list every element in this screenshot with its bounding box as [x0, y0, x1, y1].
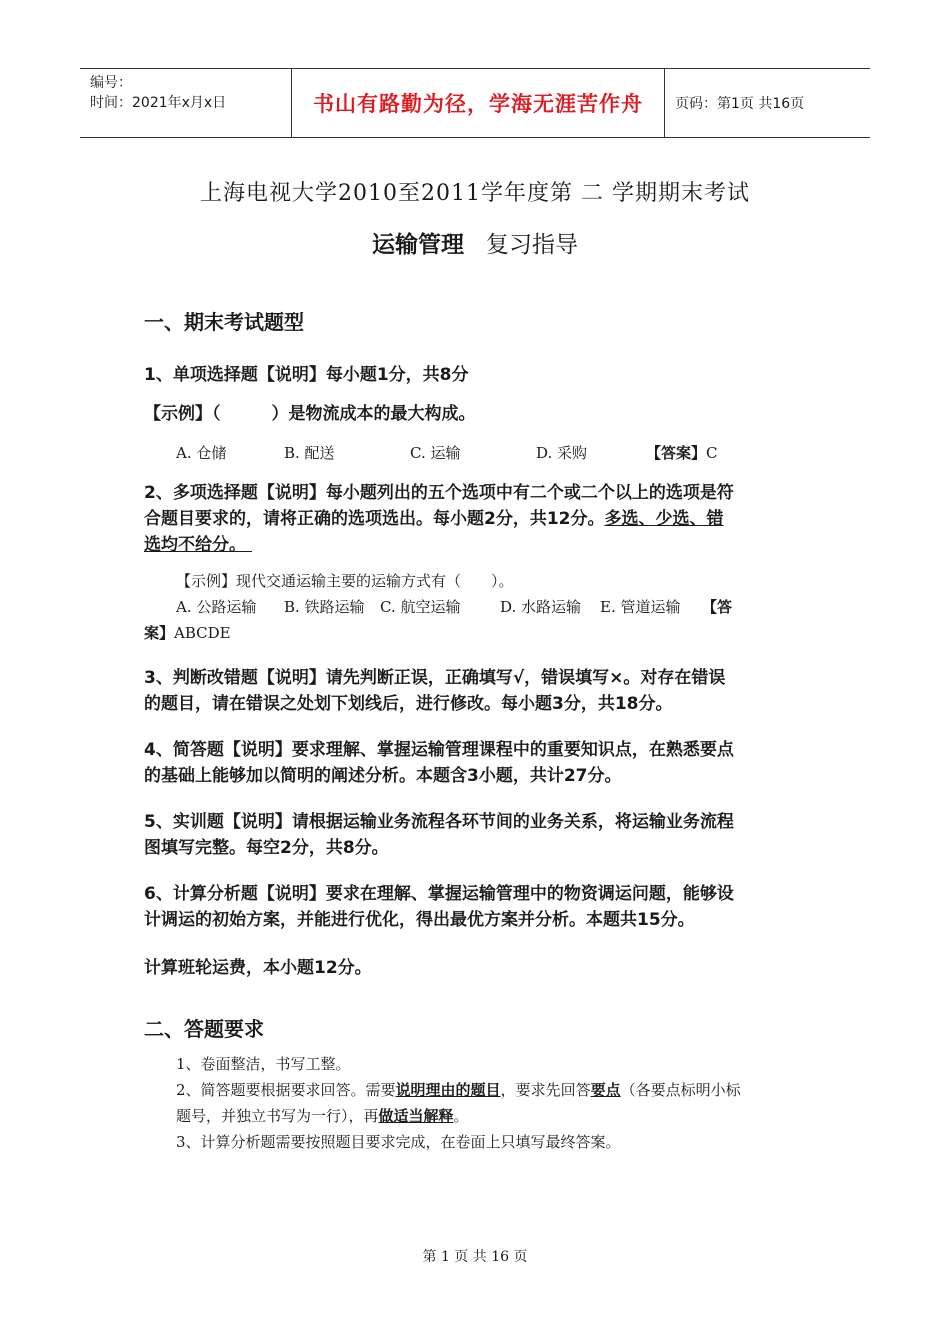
req2-c: ，要求先回答 — [500, 1081, 591, 1099]
q3-text — [144, 665, 808, 717]
req2-g: 做适当解释 — [378, 1107, 454, 1125]
q4-line2: 的基础上能够加以简明的阐述分析。本题含3小题，共计27分。 — [144, 766, 622, 786]
q3-line2: 的题目，请在错误之处划下划线后，进行修改。每小题3分，共18分。 — [144, 694, 673, 714]
req2-e: （各要点标明小标 — [620, 1081, 741, 1099]
q3-line1: 3、判断改错题【说明】请先判断正误，正确填写√，错误填写×。对存在错误 — [144, 668, 726, 688]
req2-f: 题号，并独立书写为一行），再 — [176, 1107, 379, 1125]
q2-options — [176, 594, 840, 620]
course-title — [0, 226, 950, 259]
q2-example: 【示例】现代交通运输主要的运输方式有（ ）。 — [176, 572, 514, 590]
q2-option-c: C. 航空运输 — [380, 598, 461, 616]
q1-answer-label: 【答案】 — [646, 444, 707, 462]
q1-head: 1、单项选择题【说明】每小题1分，共8分 — [144, 365, 469, 385]
q5-line1: 5、实训题【说明】请根据运输业务流程各环节间的业务关系，将运输业务流程 — [144, 812, 734, 832]
requirement-3: 3、计算分析题需要按照题目要求完成，在卷面上只填写最终答案。 — [176, 1133, 621, 1151]
q2-option-d: D. 水路运输 — [500, 598, 582, 616]
requirement-2-line1 — [176, 1077, 808, 1103]
q1-option-a: A. 仓储 — [176, 444, 227, 462]
requirement-1: 1、卷面整洁，书写工整。 — [176, 1055, 351, 1073]
course-name: 运输管理 — [372, 232, 464, 258]
q2-line2b: 多选、少选、错 — [604, 509, 724, 529]
q2-option-b: B. 铁路运输 — [284, 598, 365, 616]
q5-text — [144, 809, 808, 861]
req2-h: 。 — [453, 1107, 469, 1125]
q6-line2: 计调运的初始方案，并能进行优化，得出最优方案并分析。本题共15分。 — [144, 910, 695, 930]
req2-a: 2、简答题要根据要求回答。需要 — [176, 1081, 396, 1099]
number-label: 编号： — [90, 75, 132, 91]
q4-line1: 4、简答题【说明】要求理解、掌握运输管理课程中的重要知识点，在熟悉要点 — [144, 740, 734, 760]
q6-text — [144, 881, 808, 933]
header-page-info: 页码：第1页 共16页 — [675, 96, 805, 112]
q6-line1: 6、计算分析题【说明】要求在理解、掌握运输管理中的物资调运问题，能够设 — [144, 884, 734, 904]
exam-title: 上海电视大学2010至2011学年度第 二 学期期末考试 — [200, 181, 750, 206]
q1-option-c: C. 运输 — [410, 444, 461, 462]
q2-line3-text: 选均不给分。 — [144, 535, 246, 555]
document-header — [80, 68, 870, 138]
section1-heading: 一、期末考试题型 — [144, 310, 304, 334]
q4-text — [144, 737, 808, 789]
q1-answer: C — [706, 444, 718, 462]
extra-note: 计算班轮运费，本小题12分。 — [144, 958, 372, 978]
page-footer: 第 1 页 共 16 页 — [422, 1249, 528, 1265]
q1-option-d: D. 采购 — [536, 444, 588, 462]
q2-text — [144, 480, 808, 558]
time-label: 时间：2021年x月x日 — [90, 95, 227, 111]
q2-line1: 2、多项选择题【说明】每小题列出的五个选项中有二个或二个以上的选项是符 — [144, 483, 734, 503]
section2-heading: 二、答题要求 — [144, 1017, 264, 1041]
q2-line2a: 合题目要求的，请将正确的选项选出。每小题2分，共12分。 — [144, 509, 605, 529]
q2-answer-label-2: 案】 — [144, 624, 175, 642]
course-subtitle: 复习指导 — [486, 232, 578, 258]
header-motto: 书山有路勤为径，学海无涯苦作舟 — [292, 69, 665, 137]
q2-line2 — [144, 506, 808, 532]
q2-answer-label-1: 【答 — [702, 598, 733, 616]
q1-option-b: B. 配送 — [284, 444, 335, 462]
header-meta — [80, 69, 292, 137]
q2-option-a: A. 公路运输 — [176, 598, 257, 616]
q2-option-e: E. 管道运输 — [600, 598, 681, 616]
q2-line3 — [144, 532, 808, 558]
req2-d: 要点 — [590, 1081, 621, 1099]
q2-answer-line — [144, 620, 808, 646]
q1-options — [176, 440, 840, 466]
req2-b: 说明理由的题目 — [395, 1081, 501, 1099]
q1-example: 【示例】（ ）是物流成本的最大构成。 — [144, 404, 476, 424]
q5-line2: 图填写完整。每空2分，共8分。 — [144, 838, 389, 858]
requirement-2-line2 — [176, 1103, 808, 1129]
q2-answer: ABCDE — [174, 624, 231, 642]
